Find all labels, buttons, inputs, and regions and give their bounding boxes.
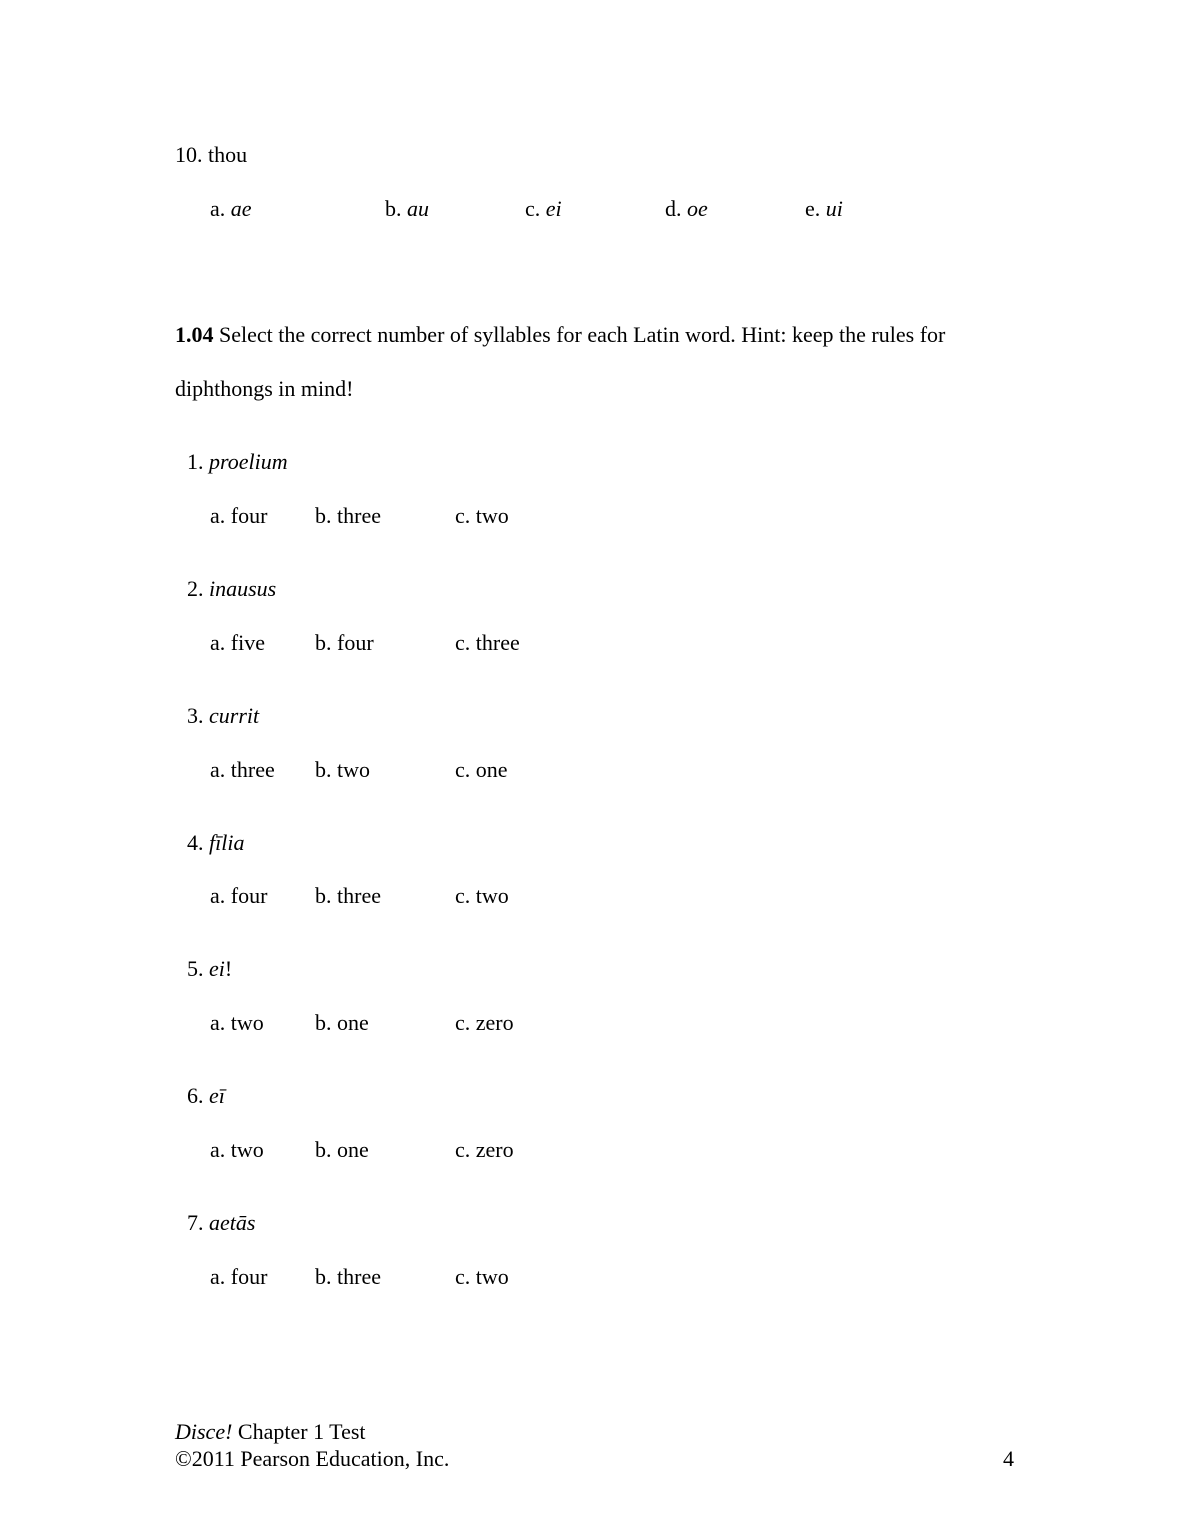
latin-word: aetās [209, 1210, 256, 1235]
question-4 [187, 832, 244, 854]
option-c: c. two [455, 503, 509, 528]
question-number: 6. [187, 1083, 204, 1108]
option-d [665, 198, 708, 220]
option-text: oe [687, 196, 708, 221]
option-e [805, 198, 843, 220]
section-instruction-text: Select the correct number of syllables for each Latin word. Hint: keep the rules for [219, 322, 946, 347]
question-1 [187, 451, 288, 473]
option-b: b. one [315, 1137, 369, 1162]
option-a: a. four [210, 503, 268, 528]
option-text: ae [230, 196, 252, 221]
option-text: ei [545, 196, 562, 221]
section-instruction-line2: diphthongs in mind! [175, 376, 354, 401]
word-suffix: ! [224, 956, 233, 981]
latin-word: currit [209, 703, 260, 728]
question-number: 1. [187, 449, 204, 474]
option-b: b. three [315, 1264, 381, 1289]
option-letter: d. [665, 196, 682, 221]
option-letter: e. [805, 196, 821, 221]
book-title: Disce! [175, 1419, 233, 1444]
question-number: 10. [175, 142, 203, 167]
question-number: 7. [187, 1210, 204, 1235]
option-b: b. four [315, 630, 374, 655]
latin-word: proelium [209, 449, 288, 474]
latin-word: eī [209, 1083, 225, 1108]
latin-word: fīlia [209, 830, 245, 855]
question-7 [187, 1212, 255, 1234]
option-b [385, 198, 429, 220]
question-3 [187, 705, 259, 727]
question-10 [175, 144, 247, 166]
question-number: 5. [187, 956, 204, 981]
option-b: b. one [315, 1010, 369, 1035]
section-number: 1.04 [175, 322, 214, 347]
option-b: b. three [315, 503, 381, 528]
page-number: 4 [1003, 1446, 1014, 1471]
option-letter: c. [525, 196, 541, 221]
question-number: 4. [187, 830, 204, 855]
option-c: c. two [455, 1264, 509, 1289]
footer-copyright: ©2011 Pearson Education, Inc. [175, 1446, 450, 1471]
option-c: c. zero [455, 1010, 514, 1035]
question-2 [187, 578, 276, 600]
option-letter: a. [210, 196, 226, 221]
option-c: c. one [455, 757, 508, 782]
option-letter: b. [385, 196, 402, 221]
option-c [525, 198, 562, 220]
latin-word: ei [209, 956, 225, 981]
option-text: ui [825, 196, 843, 221]
question-5 [187, 958, 232, 980]
question-6 [187, 1085, 225, 1107]
option-a [210, 198, 252, 220]
option-b: b. two [315, 757, 370, 782]
chapter-label: Chapter 1 Test [237, 1419, 366, 1444]
option-c: c. three [455, 630, 520, 655]
latin-word: inausus [209, 576, 277, 601]
question-number: 2. [187, 576, 204, 601]
footer-title [175, 1421, 366, 1443]
option-b: b. three [315, 883, 381, 908]
option-a: a. four [210, 1264, 268, 1289]
option-a: a. two [210, 1010, 264, 1035]
option-c: c. two [455, 883, 509, 908]
question-number: 3. [187, 703, 204, 728]
option-c: c. zero [455, 1137, 514, 1162]
option-a: a. two [210, 1137, 264, 1162]
option-a: a. three [210, 757, 275, 782]
section-instruction-line1 [175, 324, 945, 346]
option-a: a. four [210, 883, 268, 908]
question-word: thou [208, 142, 248, 167]
option-text: au [407, 196, 429, 221]
option-a: a. five [210, 630, 265, 655]
